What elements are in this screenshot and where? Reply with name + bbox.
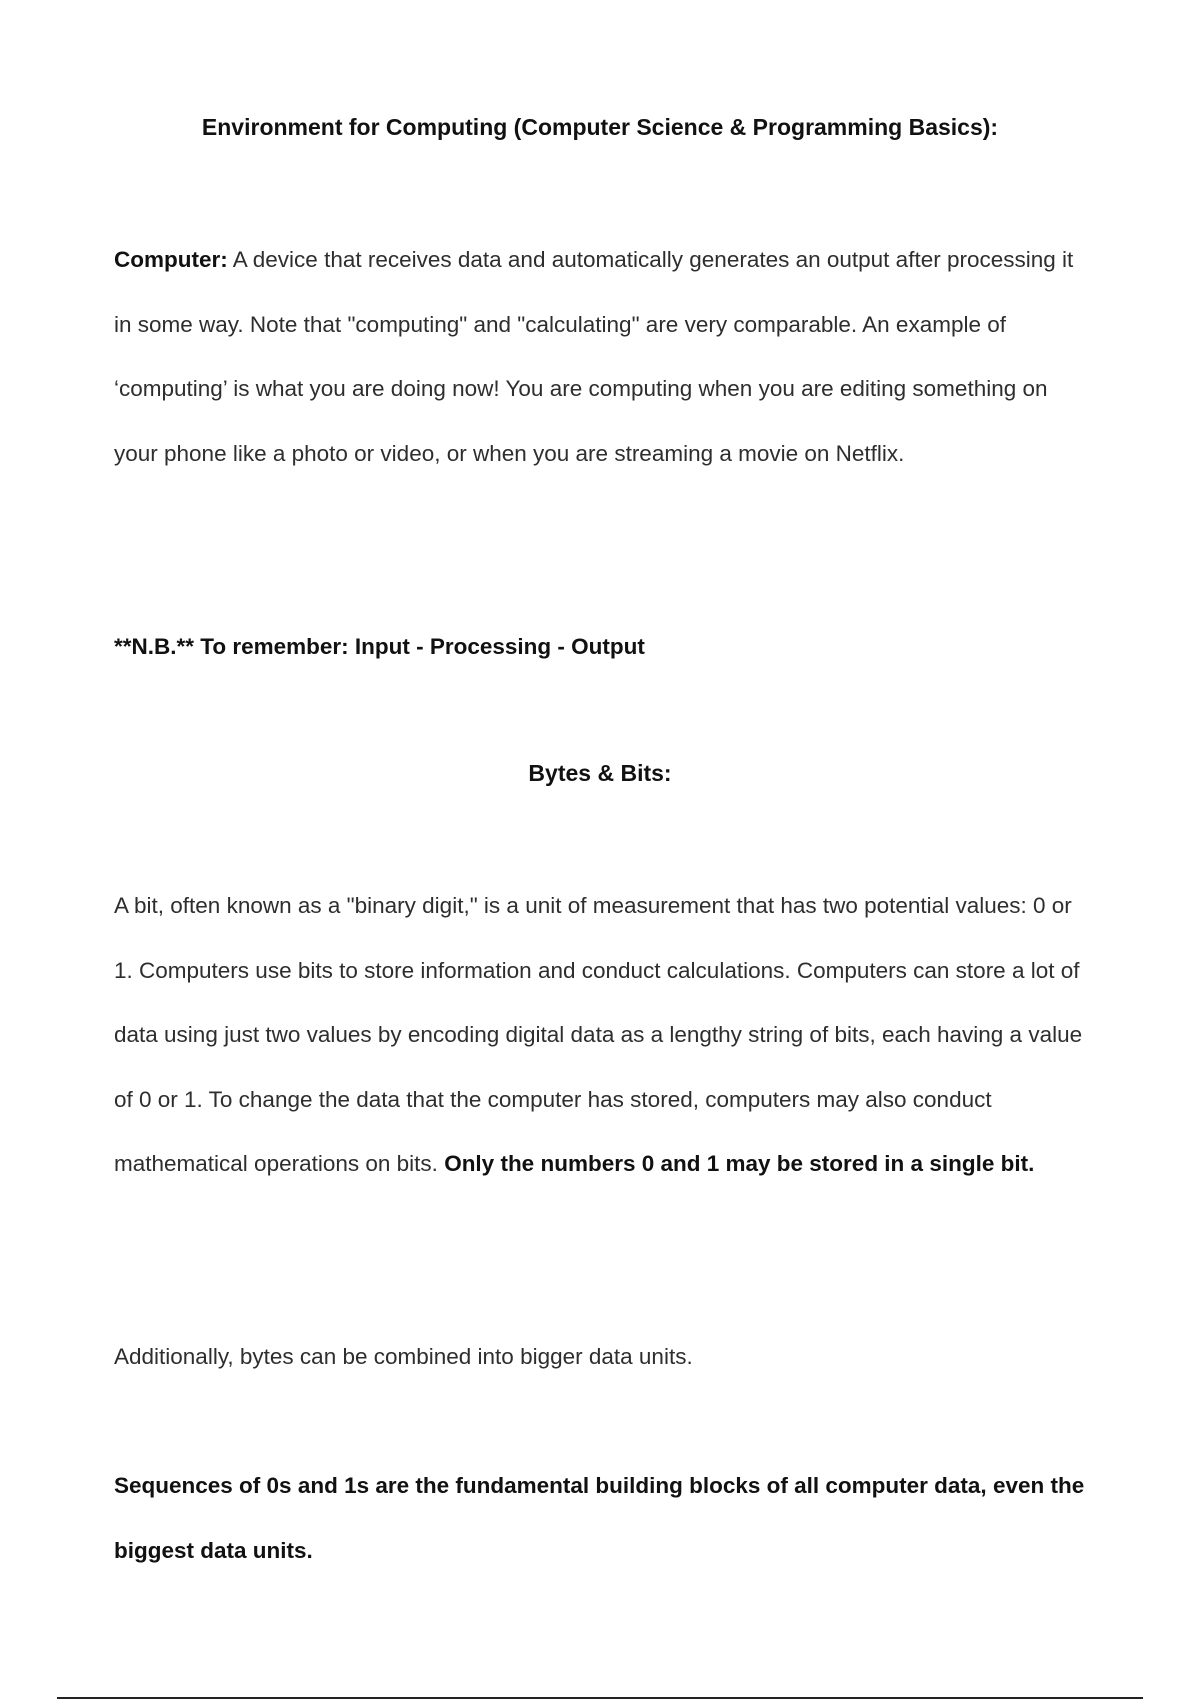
- nb-note: **N.B.** To remember: Input - Processing - Output: [114, 634, 645, 659]
- page-title: Environment for Computing (Computer Science & Programming Basics):: [201, 114, 999, 140]
- bits-text: A bit, often known as a "binary digit," is a unit of measurement that has two potential values: 0 or 1. Computers use bits to store information and conduct calculations. Computers can store a lot of data using just two values by encoding digital data as a lengthy string of bits, each having a value of 0 or 1. To change the data that the computer has stored, computers may also conduct mathematical operations on bits.: [114, 893, 1083, 1176]
- section-heading-bytes-bits: Bytes & Bits:: [528, 760, 672, 786]
- computer-definition-paragraph: [114, 228, 1094, 486]
- bottom-divider: [57, 1697, 1143, 1699]
- bits-paragraph: [114, 874, 1094, 1197]
- sequences-paragraph: Sequences of 0s and 1s are the fundamental building blocks of all computer data, even the biggest data units.: [114, 1473, 1085, 1563]
- computer-definition-text: A device that receives data and automatically generates an output after processing it in some way. Note that "computing" and "calculating" are very comparable. An example of ‘computing’ is what you are doing now! You are computing when you are editing something on your phone like a photo or video, or when you are streaming a movie on Netflix.: [114, 247, 1074, 466]
- computer-term: Computer:: [114, 247, 228, 272]
- additional-paragraph: Additionally, bytes can be combined into bigger data units.: [114, 1344, 693, 1369]
- bits-emphasis: Only the numbers 0 and 1 may be stored in a single bit.: [444, 1151, 1035, 1176]
